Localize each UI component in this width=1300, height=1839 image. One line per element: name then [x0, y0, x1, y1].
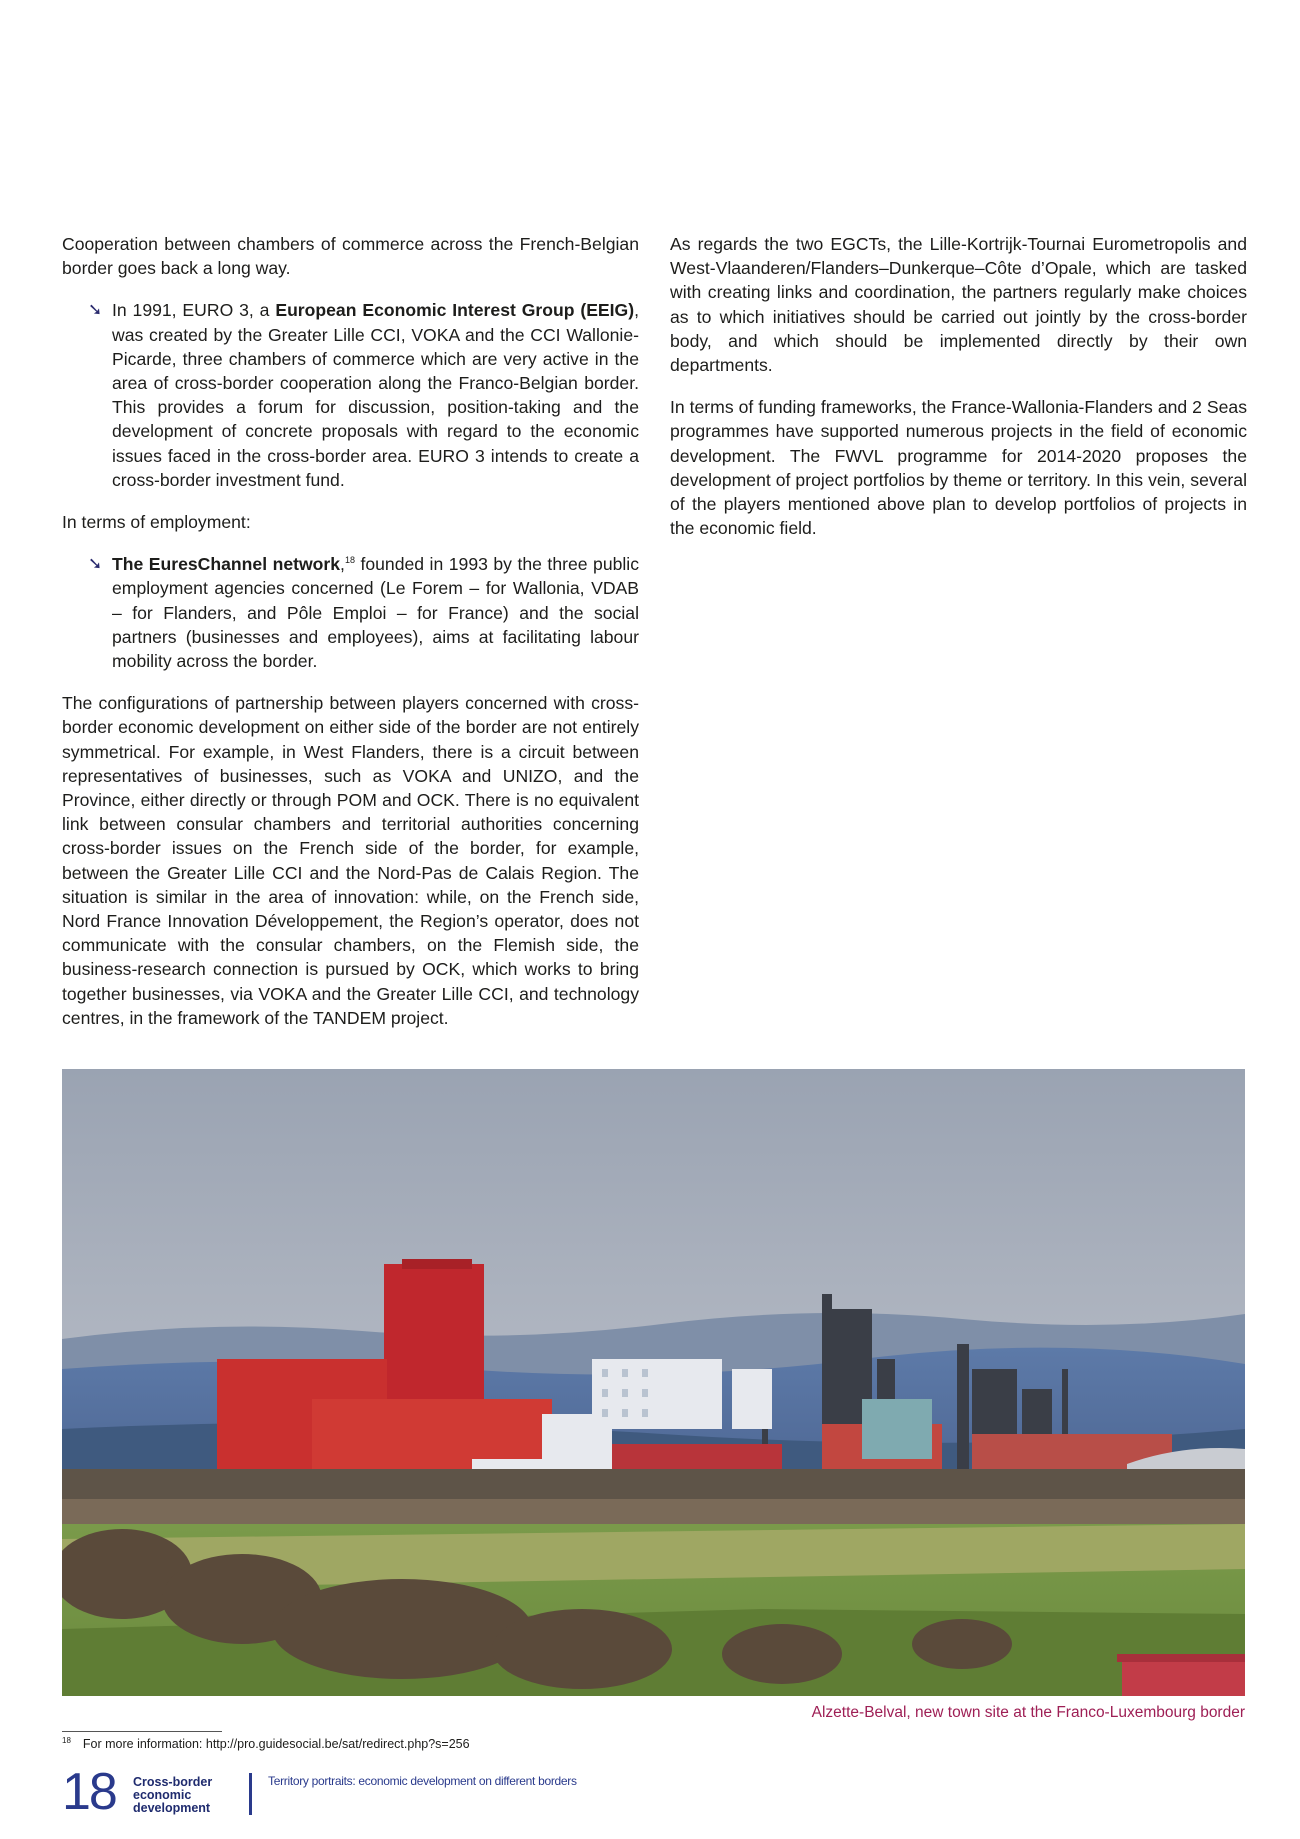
intro-paragraph: Cooperation between chambers of commerce across the French-Belgian border goes back a long way.: [62, 234, 639, 279]
footnote-divider: [62, 1731, 222, 1732]
photo-caption: Alzette-Belval, new town site at the Franco-Luxembourg border: [811, 1704, 1245, 1721]
photo-illustration: [62, 1069, 1245, 1696]
bullet-eureschannel-bold: The EuresChannel network: [112, 554, 341, 575]
page-number: 18: [62, 1763, 116, 1821]
footnote-number: 18: [62, 1735, 71, 1745]
footer-divider: [249, 1773, 252, 1815]
industrial-town-photo: [62, 1069, 1245, 1696]
section-title-line1: Cross-border: [133, 1775, 213, 1789]
bullet-euro3-bold: European Economic Interest Group (EEIG): [275, 300, 635, 321]
right-column: [670, 232, 1247, 558]
section-title: [133, 1776, 212, 1815]
footnote-text[interactable]: For more information: http://pro.guidesocial.be/sat/redirect.php?s=256: [82, 1737, 470, 1751]
arrow-down-right-icon: ➘: [88, 554, 103, 574]
footnote: [62, 1737, 470, 1751]
employment-heading: In terms of employment:: [62, 512, 251, 533]
bullet-euro3-lead: In 1991, EURO 3, a: [112, 300, 276, 321]
left-column: [62, 232, 639, 1048]
bullet-euro3-rest: , was created by the Greater Lille CCI, VOKA and the CCI Wallonie-Picarde, three chambers of commerce which are very active in the area of cross-border cooperation along the Franco-Belgian border. This provides a forum for discussion, position-taking and the development of concrete proposals with regard to the economic issues faced in the cross-border area. EURO 3 intends to create a cross-border investment fund.: [112, 300, 639, 490]
section-title-line2: economic: [133, 1788, 192, 1802]
bullet-euro3: [62, 298, 639, 492]
funding-paragraph: In terms of funding frameworks, the France-Wallonia-Flanders and 2 Seas programmes have supported numerous projects in the field of economic development. The FWVL programme for 2014-2020 proposes the development of project portfolios by theme or territory. In this vein, several of the players mentioned above plan to develop portfolios of projects in the economic field.: [670, 397, 1247, 539]
bullet-eureschannel-rest: founded in 1993 by the three public employment agencies concerned (Le Forem – for Wallonia, VDAB – for Flanders, and Pôle Emploi – for France) and the social partners (businesses and employees), aims at facilitating labour mobility across the border.: [112, 554, 639, 672]
egct-paragraph: As regards the two EGCTs, the Lille-Kortrijk-Tournai Eurometropolis and West-Vlaanderen/Flanders–Dunkerque–Côte d’Opale, which are tasked with creating links and coordination, the partners regularly make choices as to which initiatives should be carried out jointly by the cross-border body, and which should be implemented directly by their own departments.: [670, 234, 1247, 376]
bullet-eureschannel: ➘ The EuresChannel network,$^{18}$ founded in 1993 by the three public employment agencies concerned (Le Forem – for Wallonia, VDAB – for Flanders, and Pôle Emploi – for France) and the social partners (businesses and employees), aims at facilitating labour mobility across the border.: [88, 554, 639, 672]
footnote-reference[interactable]: 18: [344, 555, 355, 566]
section-title-line3: development: [133, 1801, 211, 1815]
running-title: Territory portraits: economic development on different borders: [268, 1774, 577, 1788]
partnership-paragraph: The configurations of partnership between players concerned with cross-border economic development on either side of the border are not entirely symmetrical. For example, in West Flanders, there is a circuit between representatives of businesses, such as VOKA and UNIZO, and the Province, either directly or through POM and OCK. There is no equivalent link between consular chambers and territorial authorities concerning cross-border issues on the French side of the border, for example, between the Greater Lille CCI and the Nord-Pas de Calais Region. The situation is similar in the area of innovation: while, on the French side, Nord France Innovation Développement, the Region’s operator, does not communicate with the consular chambers, on the Flemish side, the business-research connection is pursued by OCK, which works to bring together businesses, via VOKA and the Greater Lille CCI, and technology centres, in the framework of the TANDEM project.: [62, 693, 639, 1028]
arrow-down-right-icon: ➘: [88, 300, 103, 320]
